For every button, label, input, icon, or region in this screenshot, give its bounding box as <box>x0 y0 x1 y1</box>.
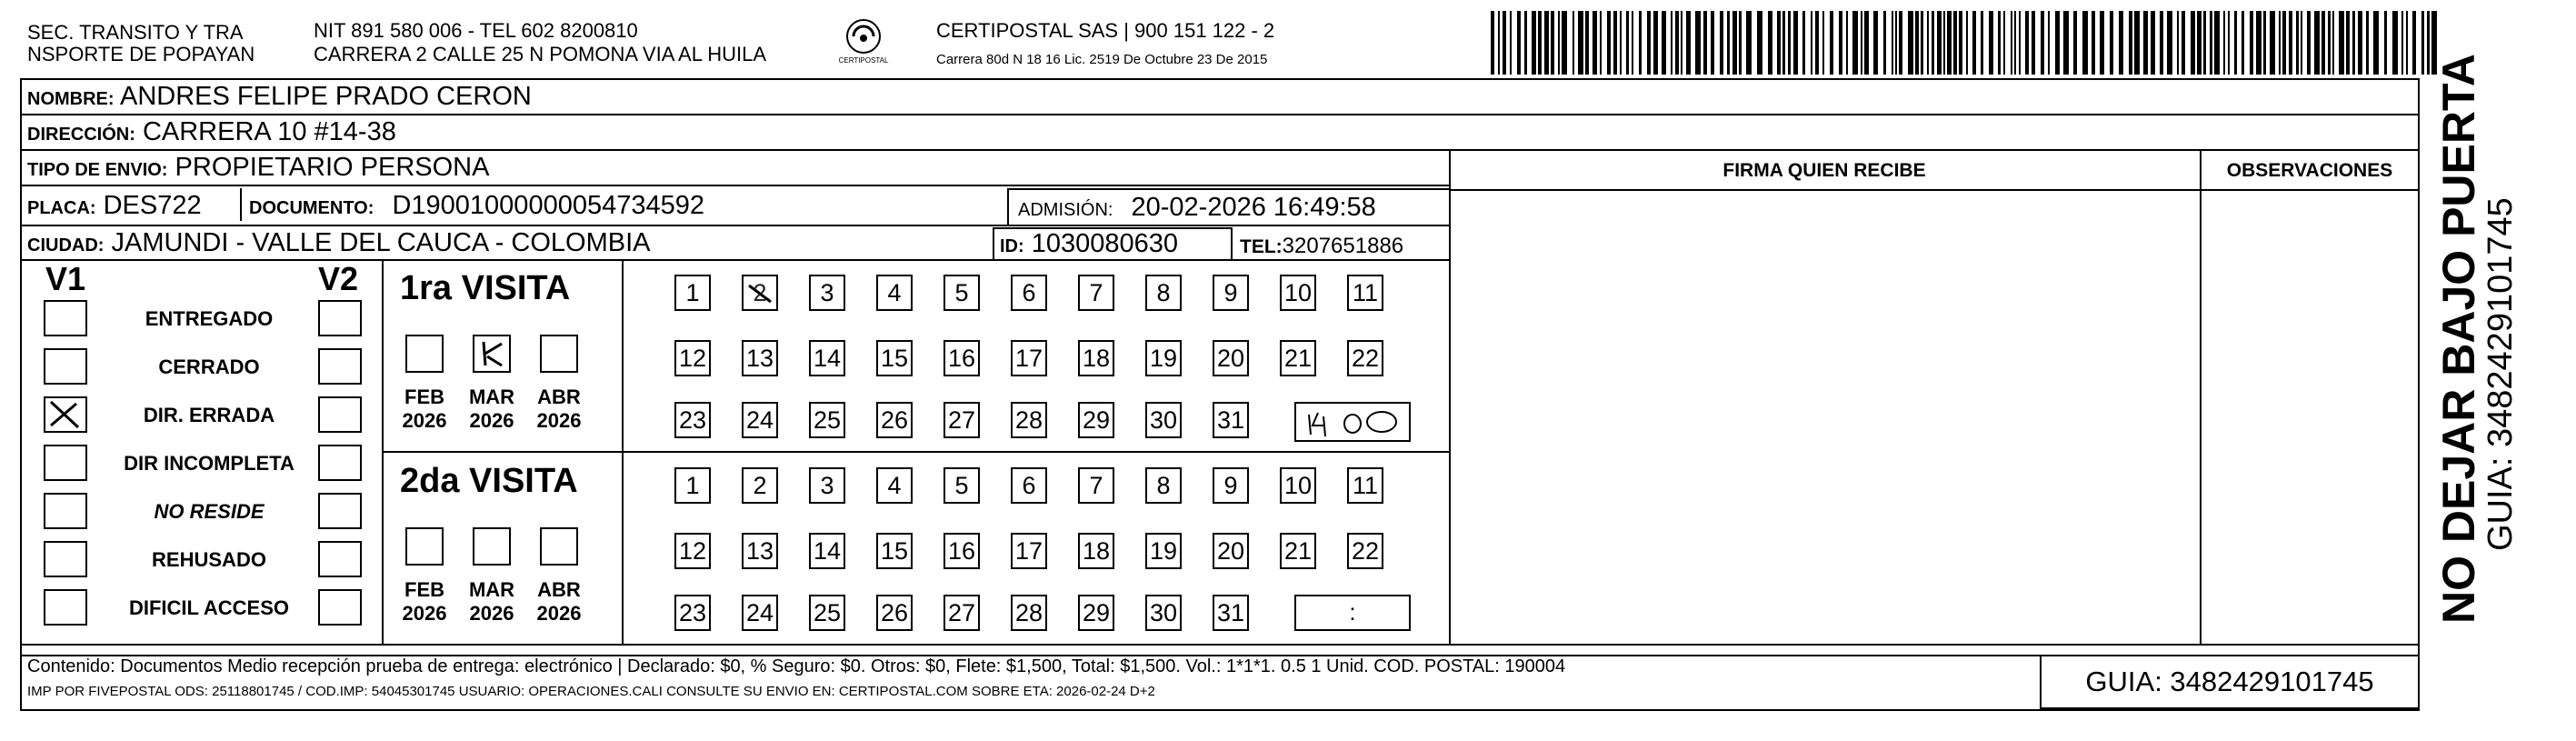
first-visit-day-4[interactable]: 4 <box>876 275 913 311</box>
first-visit-month-label <box>464 386 519 433</box>
placa-label: PLACA: <box>27 198 96 218</box>
first-visit-month-label <box>532 386 586 433</box>
second-visit-day-11[interactable]: 11 <box>1347 467 1383 504</box>
second-visit-day-23[interactable]: 23 <box>674 595 711 631</box>
v1-checkbox[interactable] <box>44 348 87 385</box>
first-visit-day-14[interactable]: 14 <box>809 340 845 376</box>
second-visit-day-25[interactable]: 25 <box>809 595 845 631</box>
nombre-field <box>27 82 532 114</box>
company-logo <box>832 16 895 71</box>
documento-label: DOCUMENTO: <box>249 198 374 218</box>
admision-label: ADMISIÓN: <box>1018 200 1113 220</box>
first-visit-day-20[interactable]: 20 <box>1213 340 1249 376</box>
first-visit-day-8[interactable]: 8 <box>1145 275 1182 311</box>
v2-checkbox[interactable] <box>318 300 362 336</box>
id-value: 1030080630 <box>1031 229 1179 258</box>
imp-line: IMP POR FIVEPOSTAL ODS: 25118801745 / COD.IMP: 54045301745 USUARIO: OPERACIONES.CALI CONSULTE SU ENVIO EN: CERTIPOSTAL.COM SOBRE ETA: 2026-02-24 D+2 <box>27 684 1155 699</box>
day-number: 2 <box>753 279 767 306</box>
month-name: FEB <box>404 386 444 408</box>
second-visit-month-checkbox[interactable] <box>540 527 578 566</box>
month-name: MAR <box>468 578 515 601</box>
first-visit-day-9[interactable]: 9 <box>1213 275 1249 311</box>
month-year: 2026 <box>469 602 514 625</box>
observations-area[interactable] <box>2202 191 2418 642</box>
first-visit-day-23[interactable]: 23 <box>674 402 711 438</box>
direccion-value: CARRERA 10 #14-38 <box>142 117 396 146</box>
second-visit-day-7[interactable]: 7 <box>1078 467 1114 504</box>
second-visit-day-31[interactable]: 31 <box>1213 595 1249 631</box>
direccion-field <box>27 117 396 149</box>
first-visit-day-13[interactable]: 13 <box>742 340 778 376</box>
signature-area[interactable] <box>1451 191 2198 642</box>
second-visit-day-15[interactable]: 15 <box>876 533 913 569</box>
nombre-label: NOMBRE: <box>27 89 115 109</box>
admision-field <box>1018 193 1376 225</box>
first-visit-day-3[interactable]: 3 <box>809 275 845 311</box>
v2-checkbox[interactable] <box>318 445 362 481</box>
second-visit-month-label <box>397 578 452 626</box>
first-visit-time-box[interactable] <box>1294 402 1411 442</box>
id-field <box>1000 229 1178 261</box>
v1-checkbox[interactable] <box>44 493 87 529</box>
ciudad-field <box>27 228 651 260</box>
second-visit-day-22[interactable]: 22 <box>1347 533 1383 569</box>
first-visit-day-10[interactable]: 10 <box>1280 275 1316 311</box>
barcode <box>1491 11 2436 75</box>
month-name: FEB <box>404 578 444 601</box>
check-mark-icon <box>474 336 509 371</box>
month-name: MAR <box>468 386 515 408</box>
guia-box: GUIA: 3482429101745 <box>2040 656 2420 709</box>
first-visit-month-checkbox[interactable] <box>405 335 444 373</box>
second-visit-day-28[interactable]: 28 <box>1011 595 1047 631</box>
handwritten-time-mark <box>1296 404 1409 440</box>
second-visit-day-1[interactable]: 1 <box>674 467 711 504</box>
company-name: CERTIPOSTAL SAS | 900 151 122 - 2 <box>936 19 1275 42</box>
first-visit-month-checkbox[interactable] <box>540 335 578 373</box>
tel-field <box>1240 232 1403 262</box>
second-visit-day-30[interactable]: 30 <box>1145 595 1182 631</box>
first-visit-day-28[interactable]: 28 <box>1011 402 1047 438</box>
tipo-envio-label: TIPO DE ENVIO: <box>27 160 168 180</box>
check-mark-icon <box>744 276 776 309</box>
second-visit-day-8[interactable]: 8 <box>1145 467 1182 504</box>
second-visit-day-2[interactable]: 2 <box>742 467 778 504</box>
second-visit-day-16[interactable]: 16 <box>944 533 980 569</box>
contenido-line: Contenido: Documentos Medio recepción prueba de entrega: electrónico | Declarado: $0, % Seguro: $0. Otros: $0, Flete: $1,500, Total: $1,500. Vol.: 1*1*1. 0.5 1 Unid. COD. POSTAL: 190004 <box>27 656 1566 676</box>
first-visit-day-19[interactable]: 19 <box>1145 340 1182 376</box>
first-visit-day-18[interactable]: 18 <box>1078 340 1114 376</box>
v2-checkbox[interactable] <box>318 348 362 385</box>
v1-checkbox[interactable] <box>44 300 87 336</box>
placa-field <box>27 191 202 223</box>
first-visit-day-6[interactable]: 6 <box>1011 275 1047 311</box>
first-visit-day-29[interactable]: 29 <box>1078 402 1114 438</box>
status-option-label: ENTREGADO <box>145 307 274 330</box>
first-visit-day-22[interactable]: 22 <box>1347 340 1383 376</box>
first-visit-day-27[interactable]: 27 <box>944 402 980 438</box>
status-option-label: DIR INCOMPLETA <box>124 452 295 475</box>
sender-name-line2: NSPORTE DE POPAYAN <box>27 43 255 65</box>
v1-checkbox[interactable] <box>44 396 87 433</box>
no-dejar-bajo-puerta: NO DEJAR BAJO PUERTA <box>2433 54 2484 624</box>
admision-value: 20-02-2026 16:49:58 <box>1131 193 1376 222</box>
first-visit-label: 1ra VISITA <box>400 269 571 307</box>
nombre-value: ANDRES FELIPE PRADO CERON <box>120 82 532 111</box>
v2-checkbox[interactable] <box>318 541 362 577</box>
second-visit-day-20[interactable]: 20 <box>1213 533 1249 569</box>
first-visit-day-16[interactable]: 16 <box>944 340 980 376</box>
first-visit-day-1[interactable]: 1 <box>674 275 711 311</box>
second-visit-day-17[interactable]: 17 <box>1011 533 1047 569</box>
first-visit-day-30[interactable]: 30 <box>1145 402 1182 438</box>
first-visit-day-12[interactable]: 12 <box>674 340 711 376</box>
second-visit-day-10[interactable]: 10 <box>1280 467 1316 504</box>
v2-label: V2 <box>318 260 359 297</box>
side-guia: GUIA: 3482429101745 <box>2481 197 2520 551</box>
second-visit-day-6[interactable]: 6 <box>1011 467 1047 504</box>
month-year: 2026 <box>536 602 582 625</box>
second-visit-time-box[interactable]: : <box>1294 595 1411 631</box>
second-visit-day-18[interactable]: 18 <box>1078 533 1114 569</box>
status-option-label: CERRADO <box>158 355 260 378</box>
month-name: ABR <box>537 578 581 601</box>
sender-name-line1: SEC. TRANSITO Y TRA <box>27 21 244 44</box>
month-year: 2026 <box>469 409 514 432</box>
first-visit-day-5[interactable]: 5 <box>944 275 980 311</box>
first-visit-day-26[interactable]: 26 <box>876 402 913 438</box>
status-option-label: DIR. ERRADA <box>143 404 275 426</box>
v1-checkbox[interactable] <box>44 445 87 481</box>
first-visit-day-2[interactable] <box>742 275 778 311</box>
month-year: 2026 <box>536 409 582 432</box>
ciudad-label: CIUDAD: <box>27 235 105 255</box>
second-visit-month-label <box>464 578 519 626</box>
first-visit-day-7[interactable]: 7 <box>1078 275 1114 311</box>
v1-label: V1 <box>45 260 86 297</box>
second-visit-day-27[interactable]: 27 <box>944 595 980 631</box>
second-visit-day-3[interactable]: 3 <box>809 467 845 504</box>
second-visit-day-21[interactable]: 21 <box>1280 533 1316 569</box>
id-label: ID: <box>1000 236 1024 256</box>
documento-value: D19001000000054734592 <box>392 191 704 220</box>
second-visit-day-29[interactable]: 29 <box>1078 595 1114 631</box>
status-option-label: REHUSADO <box>152 548 266 571</box>
first-visit-day-25[interactable]: 25 <box>809 402 845 438</box>
first-visit-month-label <box>397 386 452 433</box>
second-visit-month-checkbox[interactable] <box>473 527 511 566</box>
first-visit-day-11[interactable]: 11 <box>1347 275 1383 311</box>
tipo-envio-field <box>27 153 489 185</box>
first-visit-month-checkbox[interactable] <box>473 335 511 373</box>
tipo-envio-value: PROPIETARIO PERSONA <box>175 153 490 182</box>
v2-checkbox[interactable] <box>318 589 362 626</box>
v1-checkbox[interactable] <box>44 589 87 626</box>
check-mark-icon <box>45 398 85 431</box>
ciudad-value: JAMUNDI - VALLE DEL CAUCA - COLOMBIA <box>111 228 651 257</box>
v2-checkbox[interactable] <box>318 493 362 529</box>
second-visit-month-label <box>532 578 586 626</box>
placa-value: DES722 <box>103 191 202 220</box>
company-address: Carrera 80d N 18 16 Lic. 2519 De Octubre 23 De 2015 <box>936 52 1268 67</box>
first-visit-day-24[interactable]: 24 <box>742 402 778 438</box>
second-visit-day-26[interactable]: 26 <box>876 595 913 631</box>
month-year: 2026 <box>402 409 447 432</box>
status-option-label: NO RESIDE <box>154 500 265 523</box>
month-name: ABR <box>537 386 581 408</box>
second-visit-day-4[interactable]: 4 <box>876 467 913 504</box>
first-visit-day-17[interactable]: 17 <box>1011 340 1047 376</box>
first-visit-day-21[interactable]: 21 <box>1280 340 1316 376</box>
documento-field <box>249 191 704 223</box>
second-visit-day-13[interactable]: 13 <box>742 533 778 569</box>
tel-label: TEL: <box>1240 236 1283 257</box>
v2-checkbox[interactable] <box>318 396 362 433</box>
second-visit-month-checkbox[interactable] <box>405 527 444 566</box>
second-visit-day-9[interactable]: 9 <box>1213 467 1249 504</box>
direccion-label: DIRECCIÓN: <box>27 125 135 145</box>
tel-value: 3207651886 <box>1282 234 1404 258</box>
second-visit-day-19[interactable]: 19 <box>1145 533 1182 569</box>
first-visit-day-31[interactable]: 31 <box>1213 402 1249 438</box>
second-visit-day-14[interactable]: 14 <box>809 533 845 569</box>
observaciones-label: OBSERVACIONES <box>2226 160 2393 181</box>
sender-address: CARRERA 2 CALLE 25 N POMONA VIA AL HUILA <box>314 43 767 65</box>
month-year: 2026 <box>402 602 447 625</box>
status-option-label: DIFICIL ACCESO <box>128 596 289 619</box>
logo-text: CERTIPOSTAL <box>838 56 889 65</box>
first-visit-day-15[interactable]: 15 <box>876 340 913 376</box>
v1-checkbox[interactable] <box>44 541 87 577</box>
second-visit-label: 2da VISITA <box>400 462 578 500</box>
second-visit-day-24[interactable]: 24 <box>742 595 778 631</box>
second-visit-day-5[interactable]: 5 <box>944 467 980 504</box>
firma-label: FIRMA QUIEN RECIBE <box>1722 160 1926 181</box>
second-visit-day-12[interactable]: 12 <box>674 533 711 569</box>
sender-nit: NIT 891 580 006 - TEL 602 8200810 <box>314 19 638 42</box>
